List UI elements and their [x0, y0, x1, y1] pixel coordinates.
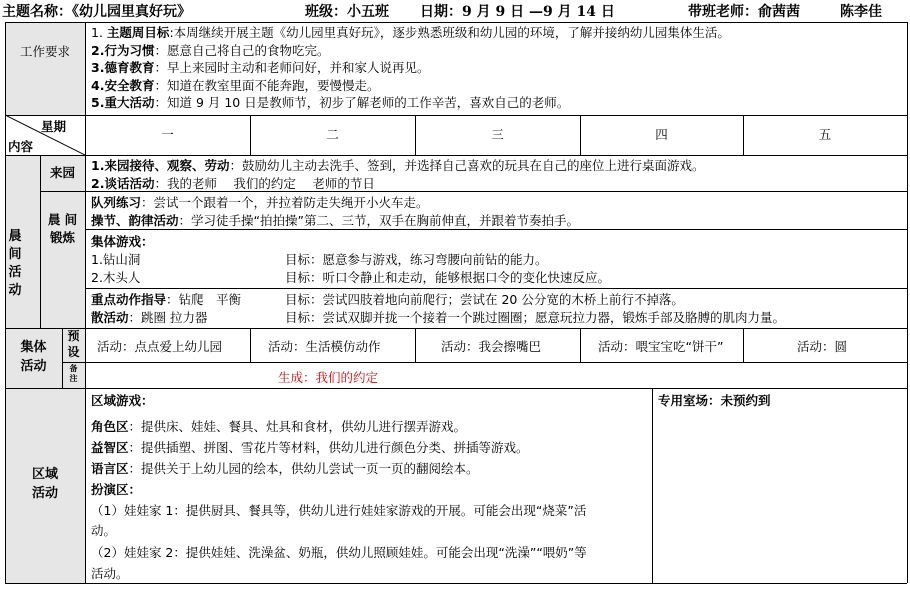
morning-label: 晨 间 活 动: [8, 229, 22, 298]
day-mon: 一: [161, 127, 174, 143]
generated-activity: 生成：我们的约定: [278, 370, 379, 385]
language-area: 语言区：提供关于上幼儿园的绘本，供幼儿尝试一页一页的翻阅绘本。: [91, 461, 479, 476]
game-goal: 目标：愿意参与游戏，练习弯腰向前钻的能力。: [285, 252, 548, 267]
teacher-name: 带班老师：俞茜茜: [688, 4, 800, 20]
day-wed: 三: [491, 127, 504, 143]
roleplay-title: 扮演区：: [91, 482, 142, 497]
free-goal: 目标：尝试双脚并拢一个接着一个跳过圈圈；愿意玩拉力器，锻炼手部及胳膊的肌肉力量。: [285, 310, 786, 325]
roleplay-item-1-cont: 动。: [91, 523, 117, 538]
note-label: 备 注: [69, 364, 78, 383]
activity-mon: 活动：点点爱上幼儿园: [97, 339, 223, 354]
game-name: 2.木头人: [91, 270, 141, 285]
work-item: 1. 主题周目标:本周继续开展主题《幼儿园里真好玩》，逐步熟悉班级和幼儿园的环境，了解并接纳幼儿园集体生活。: [91, 25, 730, 40]
roleplay-item-2-cont: 活动。: [91, 566, 129, 581]
group-games-title: 集体游戏：: [91, 234, 154, 249]
area-title: 区域游戏：: [91, 393, 154, 408]
free-item: 散活动：跳圈 拉力器: [91, 310, 208, 325]
game-name: 1.钻山洞: [91, 252, 141, 267]
collective-label: 集体 活动: [20, 340, 47, 374]
preset-label: 预 设: [67, 329, 80, 359]
week-label: 星期: [41, 119, 67, 134]
class-name: 班级：小五班: [305, 4, 389, 20]
arrive-label: 来园: [49, 165, 75, 181]
content-label: 内容: [8, 139, 34, 154]
work-item: 5.重大活动：知道 9 月 10 日是教师节，初步了解老师的工作辛苦，喜欢自己的老师。: [91, 95, 570, 110]
day-thu: 四: [655, 127, 668, 143]
work-items: [91, 24, 906, 112]
work-item: 3.德育教育：早上来园时主动和老师问好，并和家人说再见。: [91, 60, 430, 75]
day-fri: 五: [818, 127, 832, 143]
day-tue: 二: [326, 127, 339, 143]
teacher-name-2: 陈李佳: [840, 4, 882, 20]
area-label: 区域 活动: [31, 467, 58, 501]
focus-goal: 目标：尝试四肢着地向前爬行；尝试在 20 公分宽的木桥上前行不掉落。: [285, 292, 684, 307]
activity-fri: 活动：圆: [797, 339, 848, 354]
special-room: 专用室场：未预约到: [658, 393, 771, 408]
work-label: 工作要求: [19, 44, 70, 60]
corner-area: 角色区：提供床、娃娃、餐具、灶具和食材，供幼儿进行摆弄游戏。: [91, 419, 467, 434]
talk-item: 2.谈话活动：我的老师 我们的约定 老师的节日: [91, 176, 375, 191]
game-goal: 目标：听口令静止和走动，能够根据口令的变化快速反应。: [285, 270, 611, 285]
theme-title: 主题名称：《幼儿园里真好玩》: [2, 4, 191, 20]
activity-wed: 活动：我会擦嘴巴: [441, 339, 542, 354]
focus-item: 重点动作指导：钻爬 平衡: [91, 292, 242, 307]
work-item: 2.行为习惯：愿意自己将自己的食物吃完。: [91, 42, 330, 58]
work-item: 4.安全教育：知道在教室里面不能奔跑，要慢慢走。: [91, 77, 380, 93]
arrive-item: 1.来园接待、观察、劳动：鼓励幼儿主动去洗手、签到，并选择自己喜欢的玩具在自己的座位上进行桌面游戏。: [91, 158, 705, 173]
plan-header: [0, 0, 910, 22]
roleplay-item-1: （1）娃娃家 1：提供厨具、餐具等，供幼儿进行娃娃家游戏的开展。可能会出现“烧菜”活: [91, 503, 587, 518]
activity-thu: 活动：喂宝宝吃“饼干”: [598, 339, 724, 354]
date-range: 日期：9 月 9 日 —9 月 14 日: [420, 4, 615, 20]
puzzle-area: 益智区：提供插塑、拼图、雪花片等材料，供幼儿进行颜色分类、拼插等游戏。: [91, 440, 529, 455]
queue-item: 队列练习：尝试一个跟着一个，并拉着防走失绳开小火车走。: [91, 195, 429, 210]
roleplay-item-2: （2）娃娃家 2：提供娃娃、洗澡盆、奶瓶，供幼儿照顾娃娃。可能会出现“洗澡”“喂奶”等: [91, 545, 587, 560]
gym-item: 操节、韵律活动：学习徒手操“拍拍操”第二、三节，双手在胸前伸直，并跟着节奏拍手。: [91, 213, 579, 228]
exercise-label: 晨 间 锻炼: [47, 212, 78, 245]
activity-tue: 活动：生活模仿动作: [268, 339, 381, 354]
